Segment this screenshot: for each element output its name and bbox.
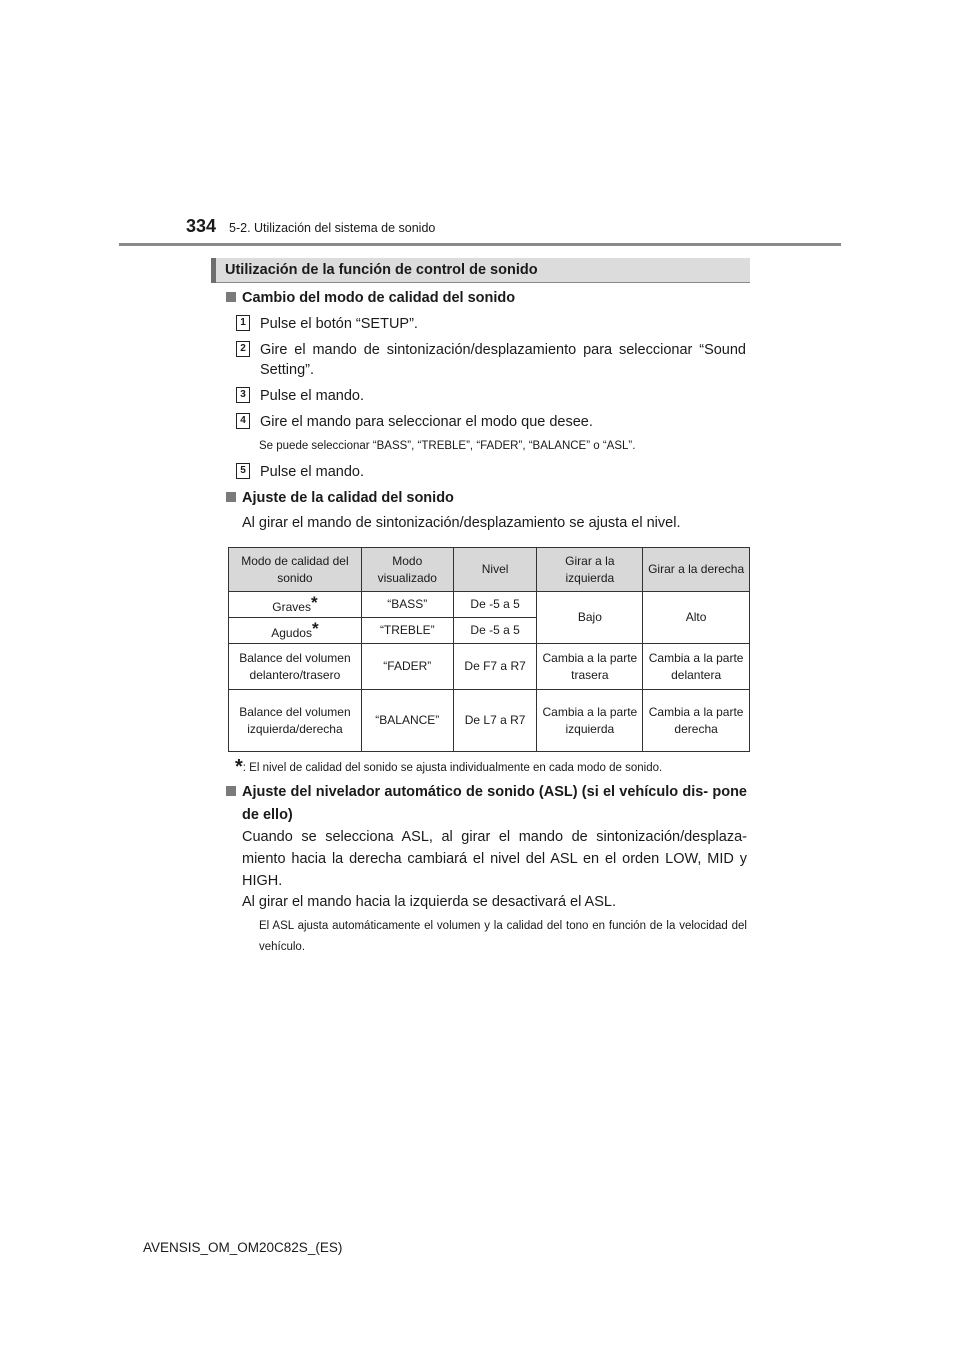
table-cell-right: Alto	[643, 592, 750, 644]
footnote-star: *	[311, 618, 319, 638]
header-rule	[119, 243, 841, 246]
step-3	[236, 386, 746, 406]
step-2	[236, 340, 746, 380]
page-number: 334	[186, 216, 217, 236]
step-number-badge: 2	[236, 341, 250, 357]
block2-heading-text: Ajuste de la calidad del sonido	[242, 490, 454, 506]
table-cell-display: “BASS”	[361, 592, 453, 618]
step-number-badge: 3	[236, 387, 250, 403]
step-text: Gire el mando para seleccionar el modo que desee.	[260, 414, 593, 430]
section-title: Utilización de la función de control de sonido	[225, 262, 538, 278]
table-row	[229, 690, 750, 752]
step-text: Pulse el mando.	[260, 388, 364, 404]
table-cell-display: “TREBLE”	[361, 618, 453, 644]
table-header-cell: Modo de calidad del sonido	[229, 548, 362, 592]
footnote-text: : El nivel de calidad del sonido se ajusta individualmente en cada modo de sonido.	[242, 762, 663, 774]
square-bullet-icon	[226, 786, 236, 796]
step-4-note: Se puede seleccionar “BASS”, “TREBLE”, “FADER”, “BALANCE” o “ASL”.	[259, 440, 636, 452]
square-bullet-icon	[226, 292, 236, 302]
table-cell-display: “BALANCE”	[361, 690, 453, 752]
table-cell-left: Bajo	[537, 592, 643, 644]
table-cell-level: De -5 a 5	[453, 592, 537, 618]
step-4	[236, 412, 746, 432]
step-number-badge: 5	[236, 463, 250, 479]
table-cell-mode: Balance del volumen izquierda/derecha	[229, 690, 362, 752]
block1-heading-text: Cambio del modo de calidad del sonido	[242, 290, 516, 306]
sound-quality-table	[228, 547, 750, 752]
table-cell-level: De -5 a 5	[453, 618, 537, 644]
section-accent	[211, 258, 216, 283]
step-number-badge: 1	[236, 315, 250, 331]
step-5	[236, 462, 746, 482]
block3-heading-text: Ajuste del nivelador automático de sonido (ASL) (si el vehículo dis- pone de ello)	[242, 784, 747, 823]
step-text: Pulse el mando.	[260, 464, 364, 480]
table-header-cell: Girar a la izquierda	[537, 548, 643, 592]
table-header-cell: Nivel	[453, 548, 537, 592]
table-cell-left: Cambia a la parte izquierda	[537, 690, 643, 752]
step-number-badge: 4	[236, 413, 250, 429]
footnote	[235, 756, 662, 779]
block3-heading	[226, 781, 747, 827]
table-row	[229, 592, 750, 618]
footer-doc-code: AVENSIS_OM_OM20C82S_(ES)	[143, 1240, 343, 1255]
square-bullet-icon	[226, 492, 236, 502]
block3-body-1: Cuando se selecciona ASL, al girar el mando de sintonización/desplaza- miento hacia la derecha cambiará el nivel del ASL en el orden LOW, MID y HIGH.	[242, 829, 747, 889]
step-1	[236, 314, 746, 334]
block1-heading	[226, 287, 746, 310]
table-cell-right: Cambia a la parte delantera	[643, 644, 750, 690]
table-cell-mode: Balance del volumen delantero/trasero	[229, 644, 362, 690]
table-header-row	[229, 548, 750, 592]
table-cell-level: De F7 a R7	[453, 644, 537, 690]
step-text: Gire el mando de sintonización/desplazamiento para seleccionar “Sound Setting”.	[260, 342, 746, 378]
table-row	[229, 644, 750, 690]
table-header-cell: Modo visualizado	[361, 548, 453, 592]
table-cell-display: “FADER”	[361, 644, 453, 690]
table-cell-mode: Graves*	[229, 592, 362, 618]
step-text: Pulse el botón “SETUP”.	[260, 316, 418, 332]
table-cell-right: Cambia a la parte derecha	[643, 690, 750, 752]
footnote-star: *	[235, 756, 243, 778]
block2-heading	[226, 487, 746, 510]
table-cell-left: Cambia a la parte trasera	[537, 644, 643, 690]
block3-note: El ASL ajusta automáticamente el volumen y la calidad del tono en función de la velocidad del vehículo.	[259, 920, 747, 953]
table-cell-mode: Agudos*	[229, 618, 362, 644]
block3-body-2: Al girar el mando hacia la izquierda se desactivará el ASL.	[242, 894, 616, 910]
footnote-star: *	[310, 592, 318, 612]
table-header-cell: Girar a la derecha	[643, 548, 750, 592]
table-cell-level: De L7 a R7	[453, 690, 537, 752]
section-title-bar	[211, 258, 750, 283]
running-head: 5-2. Utilización del sistema de sonido	[229, 221, 436, 235]
block2-body: Al girar el mando de sintonización/desplazamiento se ajusta el nivel.	[242, 515, 681, 531]
